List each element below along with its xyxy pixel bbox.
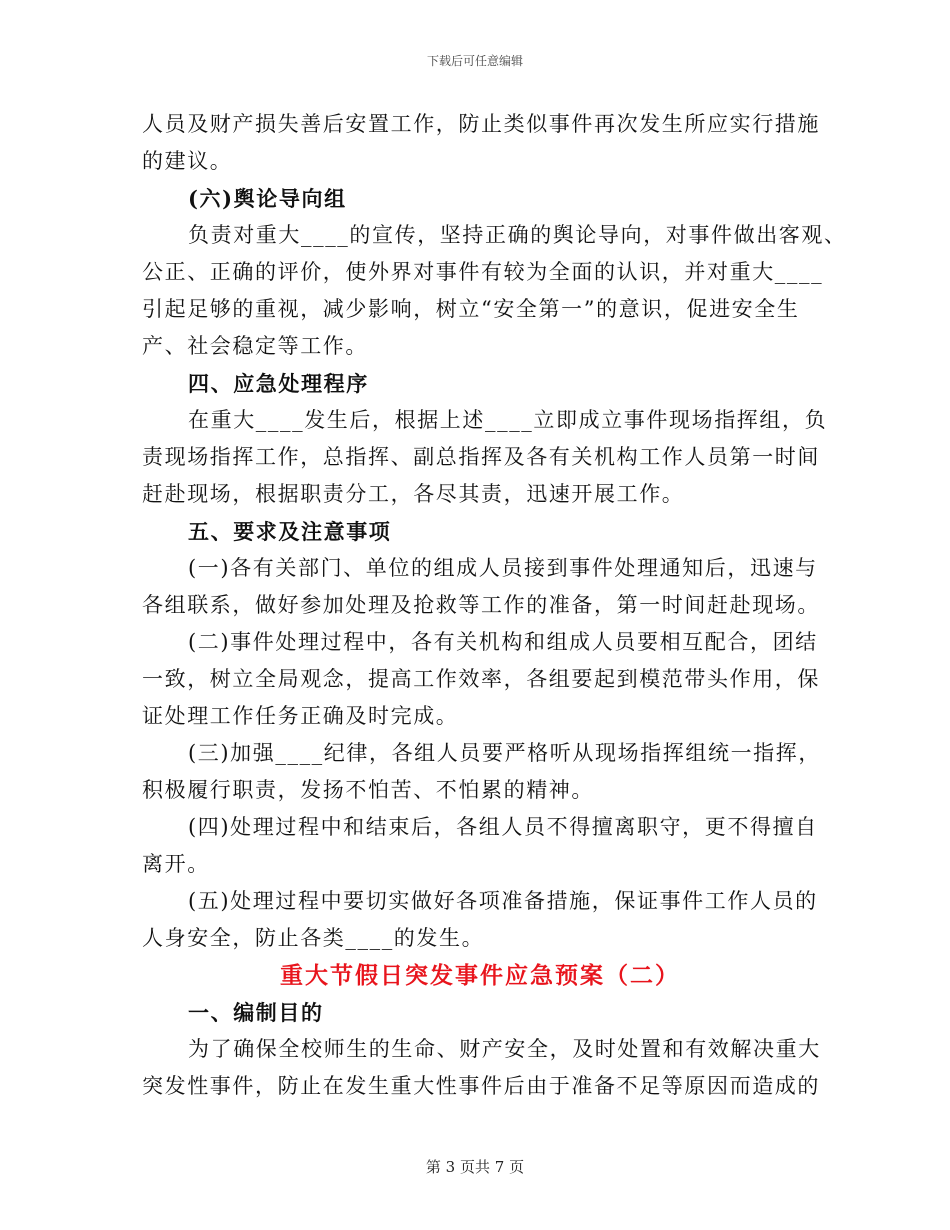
body-line: (二)事件处理过程中，各有关机构和组成人员要相互配合，团结 (188, 630, 818, 654)
body-line: 的建议。 (142, 149, 233, 173)
page-header: 下载后可任意编辑 (426, 54, 523, 68)
body-line: 赶赴现场，根据职责分工，各尽其责，迅速开展工作。 (142, 482, 685, 506)
body-line: 负责对重大____的宣传，坚持正确的舆论导向，对事件做出客观、 (188, 223, 847, 247)
body-line: 产、社会稳定等工作。 (142, 334, 368, 358)
page-footer: 第 3 页共 7 页 (425, 1158, 525, 1176)
body-line: (五)处理过程中要切实做好各项准备措施，保证事件工作人员的 (188, 889, 818, 913)
body-line: 突发性事件，防止在发生重大性事件后由于准备不足等原因而造成的 (142, 1074, 820, 1098)
section-heading: 五、要求及注意事项 (188, 519, 392, 544)
section-heading: 四、应急处理程序 (188, 371, 369, 396)
section-heading: 一、编制目的 (188, 1000, 324, 1025)
body-line: 证处理工作任务正确及时完成。 (142, 704, 459, 728)
section-heading: (六)舆论导向组 (188, 186, 347, 211)
body-line: (一)各有关部门、单位的组成人员接到事件处理通知后，迅速与 (188, 556, 818, 580)
body-line: 在重大____发生后，根据上述____立即成立事件现场指挥组，负 (188, 408, 828, 432)
body-line: 一致，树立全局观念，提高工作效率，各组要起到模范带头作用，保 (142, 667, 820, 691)
document-body (142, 106, 847, 1105)
body-line: 责现场指挥工作，总指挥、副总指挥及各有关机构工作人员第一时间 (142, 445, 820, 469)
body-line: 公正、正确的评价，使外界对事件有较为全面的认识，并对重大____ (142, 260, 824, 284)
body-line: 人员及财产损失善后安置工作，防止类似事件再次发生所应实行措施 (142, 112, 820, 136)
body-line: (四)处理过程中和结束后，各组人员不得擅离职守，更不得擅自 (188, 815, 818, 839)
document-title: 重大节假日突发事件应急预案（二） (280, 962, 680, 989)
body-line: 引起足够的重视，减少影响，树立“安全第一”的意识，促进安全生 (142, 297, 800, 321)
body-line: 积极履行职责，发扬不怕苦、不怕累的精神。 (142, 778, 594, 802)
body-line: (三)加强____纪律，各组人员要严格听从现场指挥组统一指挥， (188, 741, 821, 765)
body-line: 人身安全，防止各类____的发生。 (142, 926, 485, 950)
body-line: 各组联系，做好参加处理及抢救等工作的准备，第一时间赶赴现场。 (142, 593, 820, 617)
body-line: 离开。 (142, 852, 210, 876)
body-line: 为了确保全校师生的生命、财产安全，及时处置和有效解决重大 (188, 1037, 821, 1061)
